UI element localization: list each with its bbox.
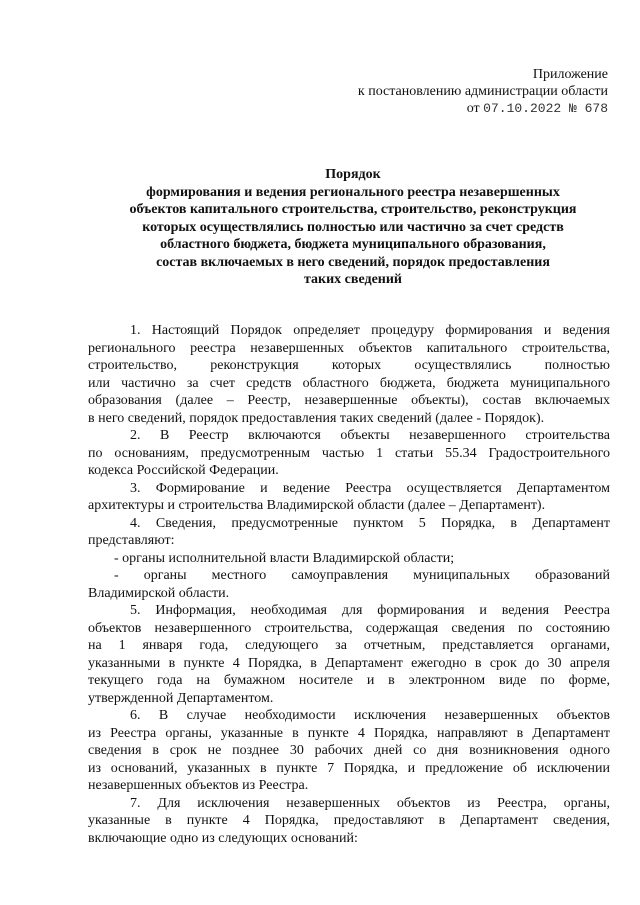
- body-line: текущего года на бумажном носителе и в электронном виде по форме,: [88, 673, 610, 688]
- annex-date-prefix: от: [466, 101, 480, 116]
- body-line: утвержденной Департаментом.: [88, 690, 274, 706]
- body-line: Владимирской области.: [88, 585, 230, 601]
- title-line: которых осуществлялись полностью или частично за счет средств: [142, 219, 564, 235]
- body-line: сведения в срок не позднее 30 рабочих дней со дня возникновения одного: [88, 743, 610, 758]
- body-line: регионального реестра незавершенных объектов капитального строительства,: [88, 340, 610, 356]
- body-line: представляют:: [88, 533, 175, 548]
- body-line: незавершенных объектов из Реестра.: [88, 778, 309, 793]
- annex-header: [358, 66, 608, 117]
- body-line: указанными в пункте 4 Порядка, в Департамент ежегодно в срок до 30 апреля: [88, 655, 610, 671]
- body-line: 3. Формирование и ведение Реестра осуществляется Департаментом: [130, 480, 610, 496]
- body-line: в него сведений, порядок предоставления таких сведений (далее - Порядок).: [88, 410, 545, 426]
- body-line: на 1 января года, следующего за отчетным, представляется органами,: [88, 638, 610, 653]
- title-line: формирования и ведения регионального реестра незавершенных: [146, 184, 560, 200]
- body-line: или частично за счет средств областного бюджета, бюджета муниципального: [88, 375, 610, 391]
- body-line: объектов незавершенного строительства, содержащая сведения по состоянию: [88, 620, 610, 636]
- annex-title: Приложение: [532, 67, 608, 82]
- title-line: таких сведений: [304, 272, 402, 287]
- body-line: 2. В Реестр включаются объекты незавершенного строительства: [130, 428, 610, 443]
- body-line: - органы местного самоуправления муниципальных образований: [114, 568, 610, 583]
- body-line: указанные в пункте 4 Порядка, предоставляют в Департамент сведения,: [88, 813, 610, 828]
- annex-reference: к постановлению администрации области: [357, 84, 608, 99]
- body-line: из оснований, указанных в пункте 7 Порядка, и предложение об исключении: [88, 760, 610, 776]
- body-line: 6. В случае необходимости исключения незавершенных объектов: [130, 708, 610, 723]
- body-line: 4. Сведения, предусмотренные пунктом 5 Порядка, в Департамент: [130, 515, 610, 531]
- title-line: объектов капитального строительства, строительство, реконструкция: [129, 202, 577, 217]
- title-line: Порядок: [325, 167, 381, 182]
- body-line: 7. Для исключения незавершенных объектов из Реестра, органы,: [130, 795, 610, 811]
- annex-date: [358, 100, 608, 117]
- body-line: из Реестра органы, указанные в пункте 4 Порядка, направляют в Департамент: [88, 725, 610, 741]
- body-line: - органы исполнительной власти Владимирской области;: [114, 550, 455, 566]
- body-line: по основаниям, предусмотренным частью 1 статьи 55.34 Градостроительного: [88, 445, 610, 461]
- title-line: областного бюджета, бюджета муниципального образования,: [160, 237, 546, 252]
- annex-date-number: 07.10.2022 № 678: [483, 101, 608, 116]
- body-line: включающие одно из следующих оснований:: [88, 830, 358, 846]
- body-line: архитектуры и строительства Владимирской области (далее – Департамент).: [88, 498, 546, 513]
- body-line: образования (далее – Реестр, незавершенные объекты), состав включаемых: [88, 393, 610, 408]
- body-line: 5. Информация, необходимая для формирования и ведения Реестра: [130, 603, 610, 618]
- body-line: 1. Настоящий Порядок определяет процедуру формирования и ведения: [130, 323, 610, 338]
- document-body: [88, 322, 610, 847]
- document-title: [88, 166, 618, 289]
- body-line: кодекса Российской Федерации.: [88, 463, 279, 478]
- title-line: состав включаемых в него сведений, порядок предоставления: [156, 254, 550, 270]
- body-line: строительство, реконструкция которых осуществлялись полностью: [88, 358, 610, 373]
